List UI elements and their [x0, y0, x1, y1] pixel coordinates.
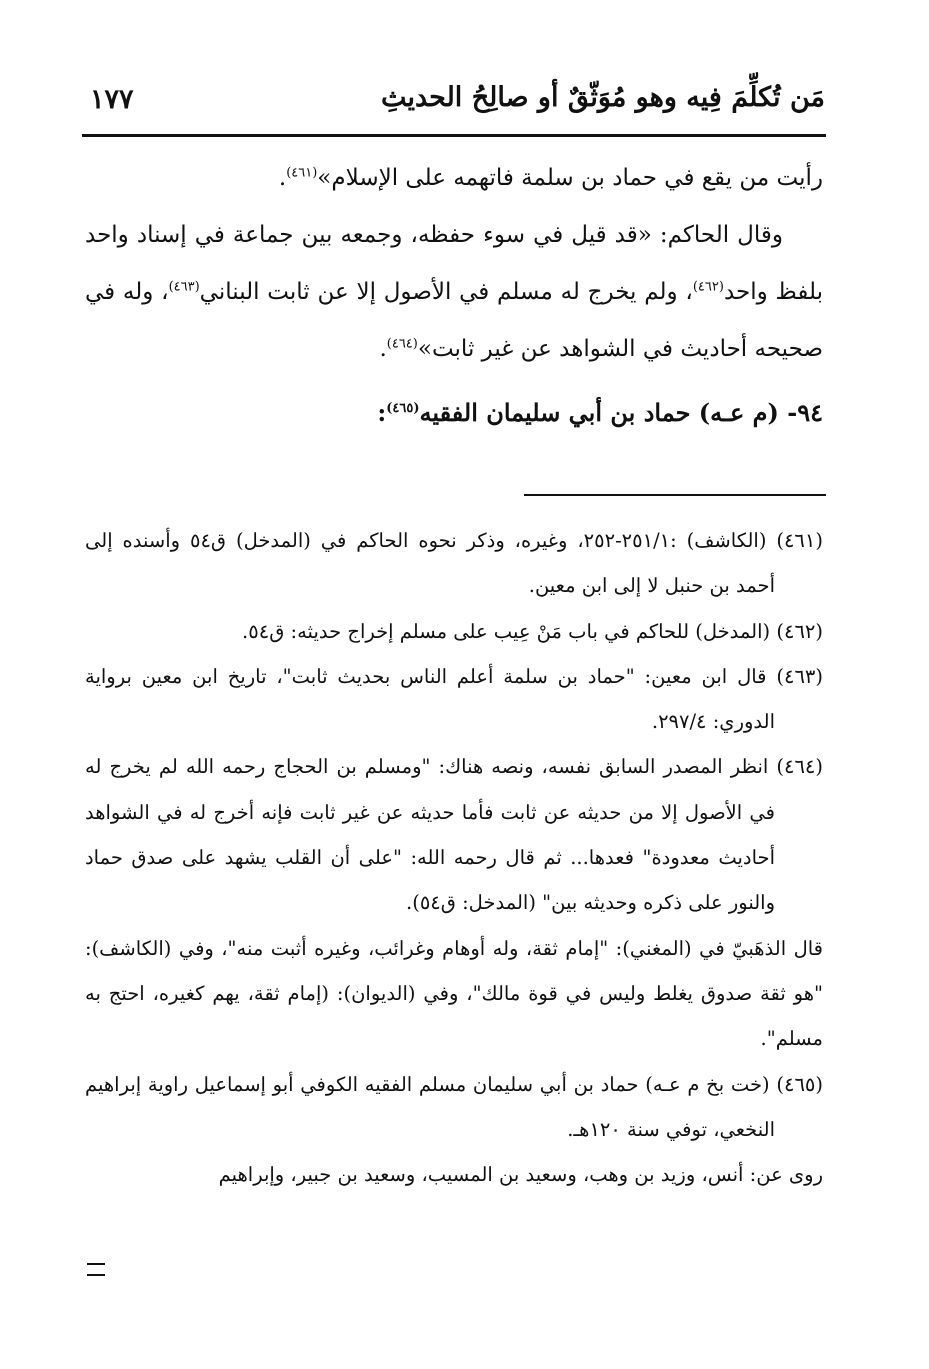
text-segment: وقال الحاكم: «قد قيل في سوء حفظه، وجمعه بين جماعة في إسناد واحد بلفظ واحد	[85, 222, 823, 305]
footnote-464-continuation: قال الذهَبيّ في (المغني): "إمام ثقة، وله أوهام وغرائب، وغيره أثبت منه"، وفي (الكاشف): "هو ثقة صدوق يغلط وليس في قوة مالك"، وفي (الديوان): (إمام ثقة، يهم كغيره، احتج به مسلم".	[85, 936, 823, 1051]
quote-end: رأيت من يقع في حماد بن سلمة فاتهمه على الإسلام»	[317, 165, 823, 191]
body-line-1	[85, 150, 823, 207]
footnote-ref: (٤٦١)	[286, 165, 318, 181]
footnote-ref: (٤٦٣)	[168, 279, 200, 295]
header-rule	[82, 134, 826, 137]
page-number: ١٧٧	[90, 84, 134, 115]
footnote-ref: (٤٦٥)	[386, 401, 420, 416]
punctuation: .	[278, 165, 287, 191]
footnote-ref: (٤٦٤)	[386, 336, 418, 352]
body-paragraph-hakim	[85, 207, 823, 378]
footnote-465: (٤٦٥) (خت بخ م عـه) حماد بن أبي سليمان مسلم الفقيه الكوفي أبو إسماعيل راوية إبراهيم النخعي، توفي سنة ١٢٠هـ.	[85, 1072, 823, 1141]
footnote-separator	[524, 494, 826, 496]
footnotes	[85, 518, 823, 1197]
footnote-461: (٤٦١) (الكاشف) :٢٥١/١-٢٥٢، وغيره، وذكر نحوه الحاكم في (المدخل) ق٥٤ وأسنده إلى أحمد بن حنبل لا إلى ابن معين.	[85, 529, 823, 598]
punctuation: .	[379, 336, 387, 362]
footnote-463: (٤٦٣) قال ابن معين: "حماد بن سلمة أعلم الناس بحديث ثابت"، تاريخ ابن معين برواية الدوري: ٢٩٧/٤.	[85, 664, 823, 734]
running-title: مَن تُكلِّمَ فِيه وهو مُوَثّقٌ أو صالِحُ الحديثِ	[380, 82, 825, 113]
footnote-ref: (٤٦٢)	[692, 279, 724, 295]
entry-title: ٩٤- (م عـه) حماد بن أبي سليمان الفقيه	[419, 398, 823, 427]
text-segment: ، ولم يخرج له مسلم في الأصول إلا عن ثابت البناني	[199, 279, 693, 305]
footnote-465-continuation: روى عن: أنس، وزيد بن وهب، وسعيد بن المسيب، وسعيد بن جبير، وإبراهيم	[218, 1163, 823, 1187]
punctuation: :	[377, 398, 387, 427]
footnote-462: (٤٦٢) (المدخل) للحاكم في باب مَنْ عِيب على مسلم إخراج حديثه: ق٥٤.	[242, 619, 823, 643]
continuation-mark	[87, 1263, 105, 1276]
main-text	[85, 150, 823, 441]
footnote-464: (٤٦٤) انظر المصدر السابق نفسه، ونصه هناك: "ومسلم بن الحجاج رحمه الله لم يخرج له في الأصول إلا من حديثه عن ثابت فأما حديثه عن غير ثابت فإنه أخرج له في الشواهد أحاديث معدودة" فعدها... ثم قال رحمه الله: "على أن القلب يشهد على صدق حماد والنور على ذكره وحديثه بين" (المدخل: ق٥٤).	[85, 755, 823, 915]
entry-heading	[85, 384, 823, 441]
text-segment: ، وله في صحيحه أحاديث في الشواهد عن غير ثابت»	[85, 279, 823, 362]
page-header	[85, 82, 825, 130]
